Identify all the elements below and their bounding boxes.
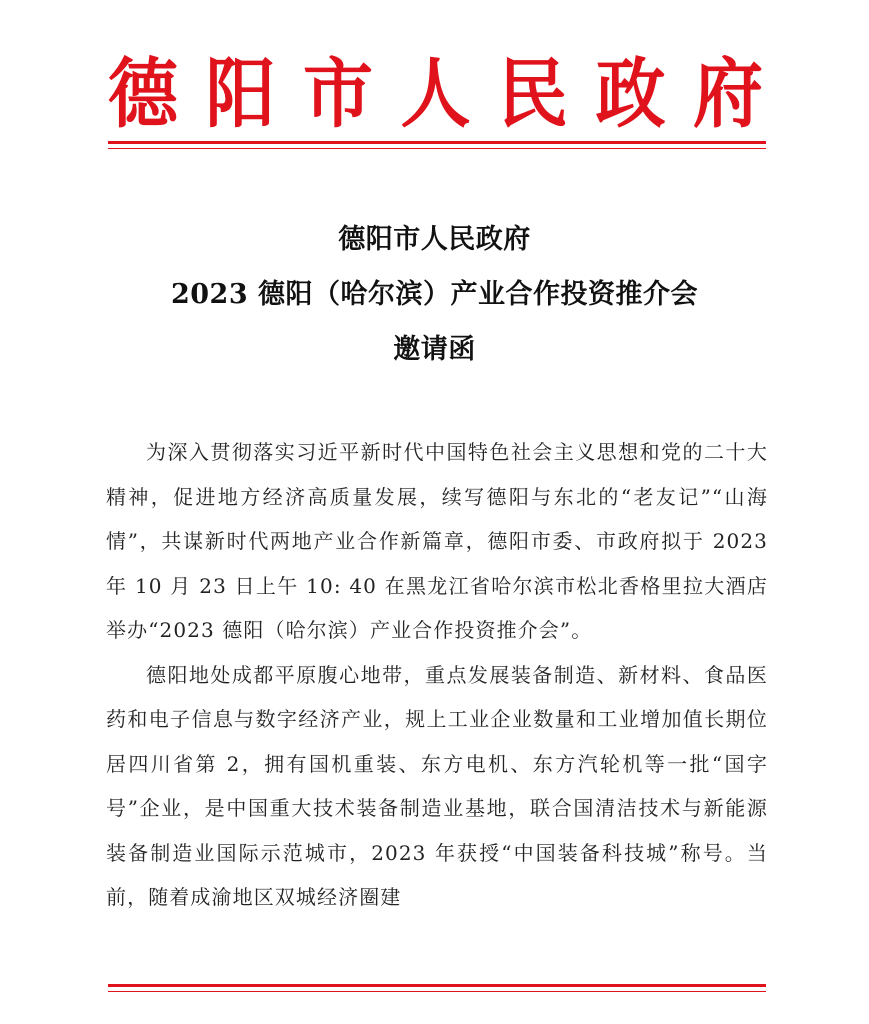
masthead-char: 人 (400, 48, 471, 139)
title-doc-type: 邀请函 (393, 334, 476, 365)
document-body (106, 430, 768, 920)
body-paragraph-2: 德阳地处成都平原腹心地带，重点发展装备制造、新材料、食品医药和电子信息与数字经济产业，规上工业企业数量和工业增加值长期位居四川省第 2，拥有国机重装、东方电机、东方汽轮机等一批“国字号”企业，是中国重大技术装备制造业基地，联合国清洁技术与新能源装备制造业国际示范城市，2023 年获授“中国装备科技城”称号。当前，随着成渝地区双城经济圈建 (106, 662, 768, 909)
title-event: 2023 德阳（哈尔滨）产业合作投资推介会 (170, 279, 699, 310)
masthead-char: 府 (693, 48, 763, 139)
masthead-char: 政 (595, 48, 666, 139)
masthead-char: 民 (498, 48, 568, 139)
document-title (0, 212, 869, 377)
government-masthead (108, 48, 763, 139)
footer-red-rule (108, 984, 766, 987)
masthead-char: 市 (303, 48, 373, 139)
header-red-rule (108, 141, 766, 144)
masthead-char: 阳 (205, 48, 276, 139)
header-red-rule-thin (108, 148, 766, 149)
title-issuer: 德阳市人民政府 (338, 224, 531, 255)
body-paragraph-1: 为深入贯彻落实习近平新时代中国特色社会主义思想和党的二十大精神，促进地方经济高质量发展，续写德阳与东北的“老友记”“山海情”，共谋新时代两地产业合作新篇章，德阳市委、市政府拟于 2023 年 10 月 23 日上午 10: 40 在黑龙江省哈尔滨市松北香格里拉大酒店举办“2023 德阳（哈尔滨）产业合作投资推介会”。 (106, 440, 768, 642)
masthead-char: 德 (108, 48, 178, 139)
footer-red-rule-thin (108, 991, 766, 992)
